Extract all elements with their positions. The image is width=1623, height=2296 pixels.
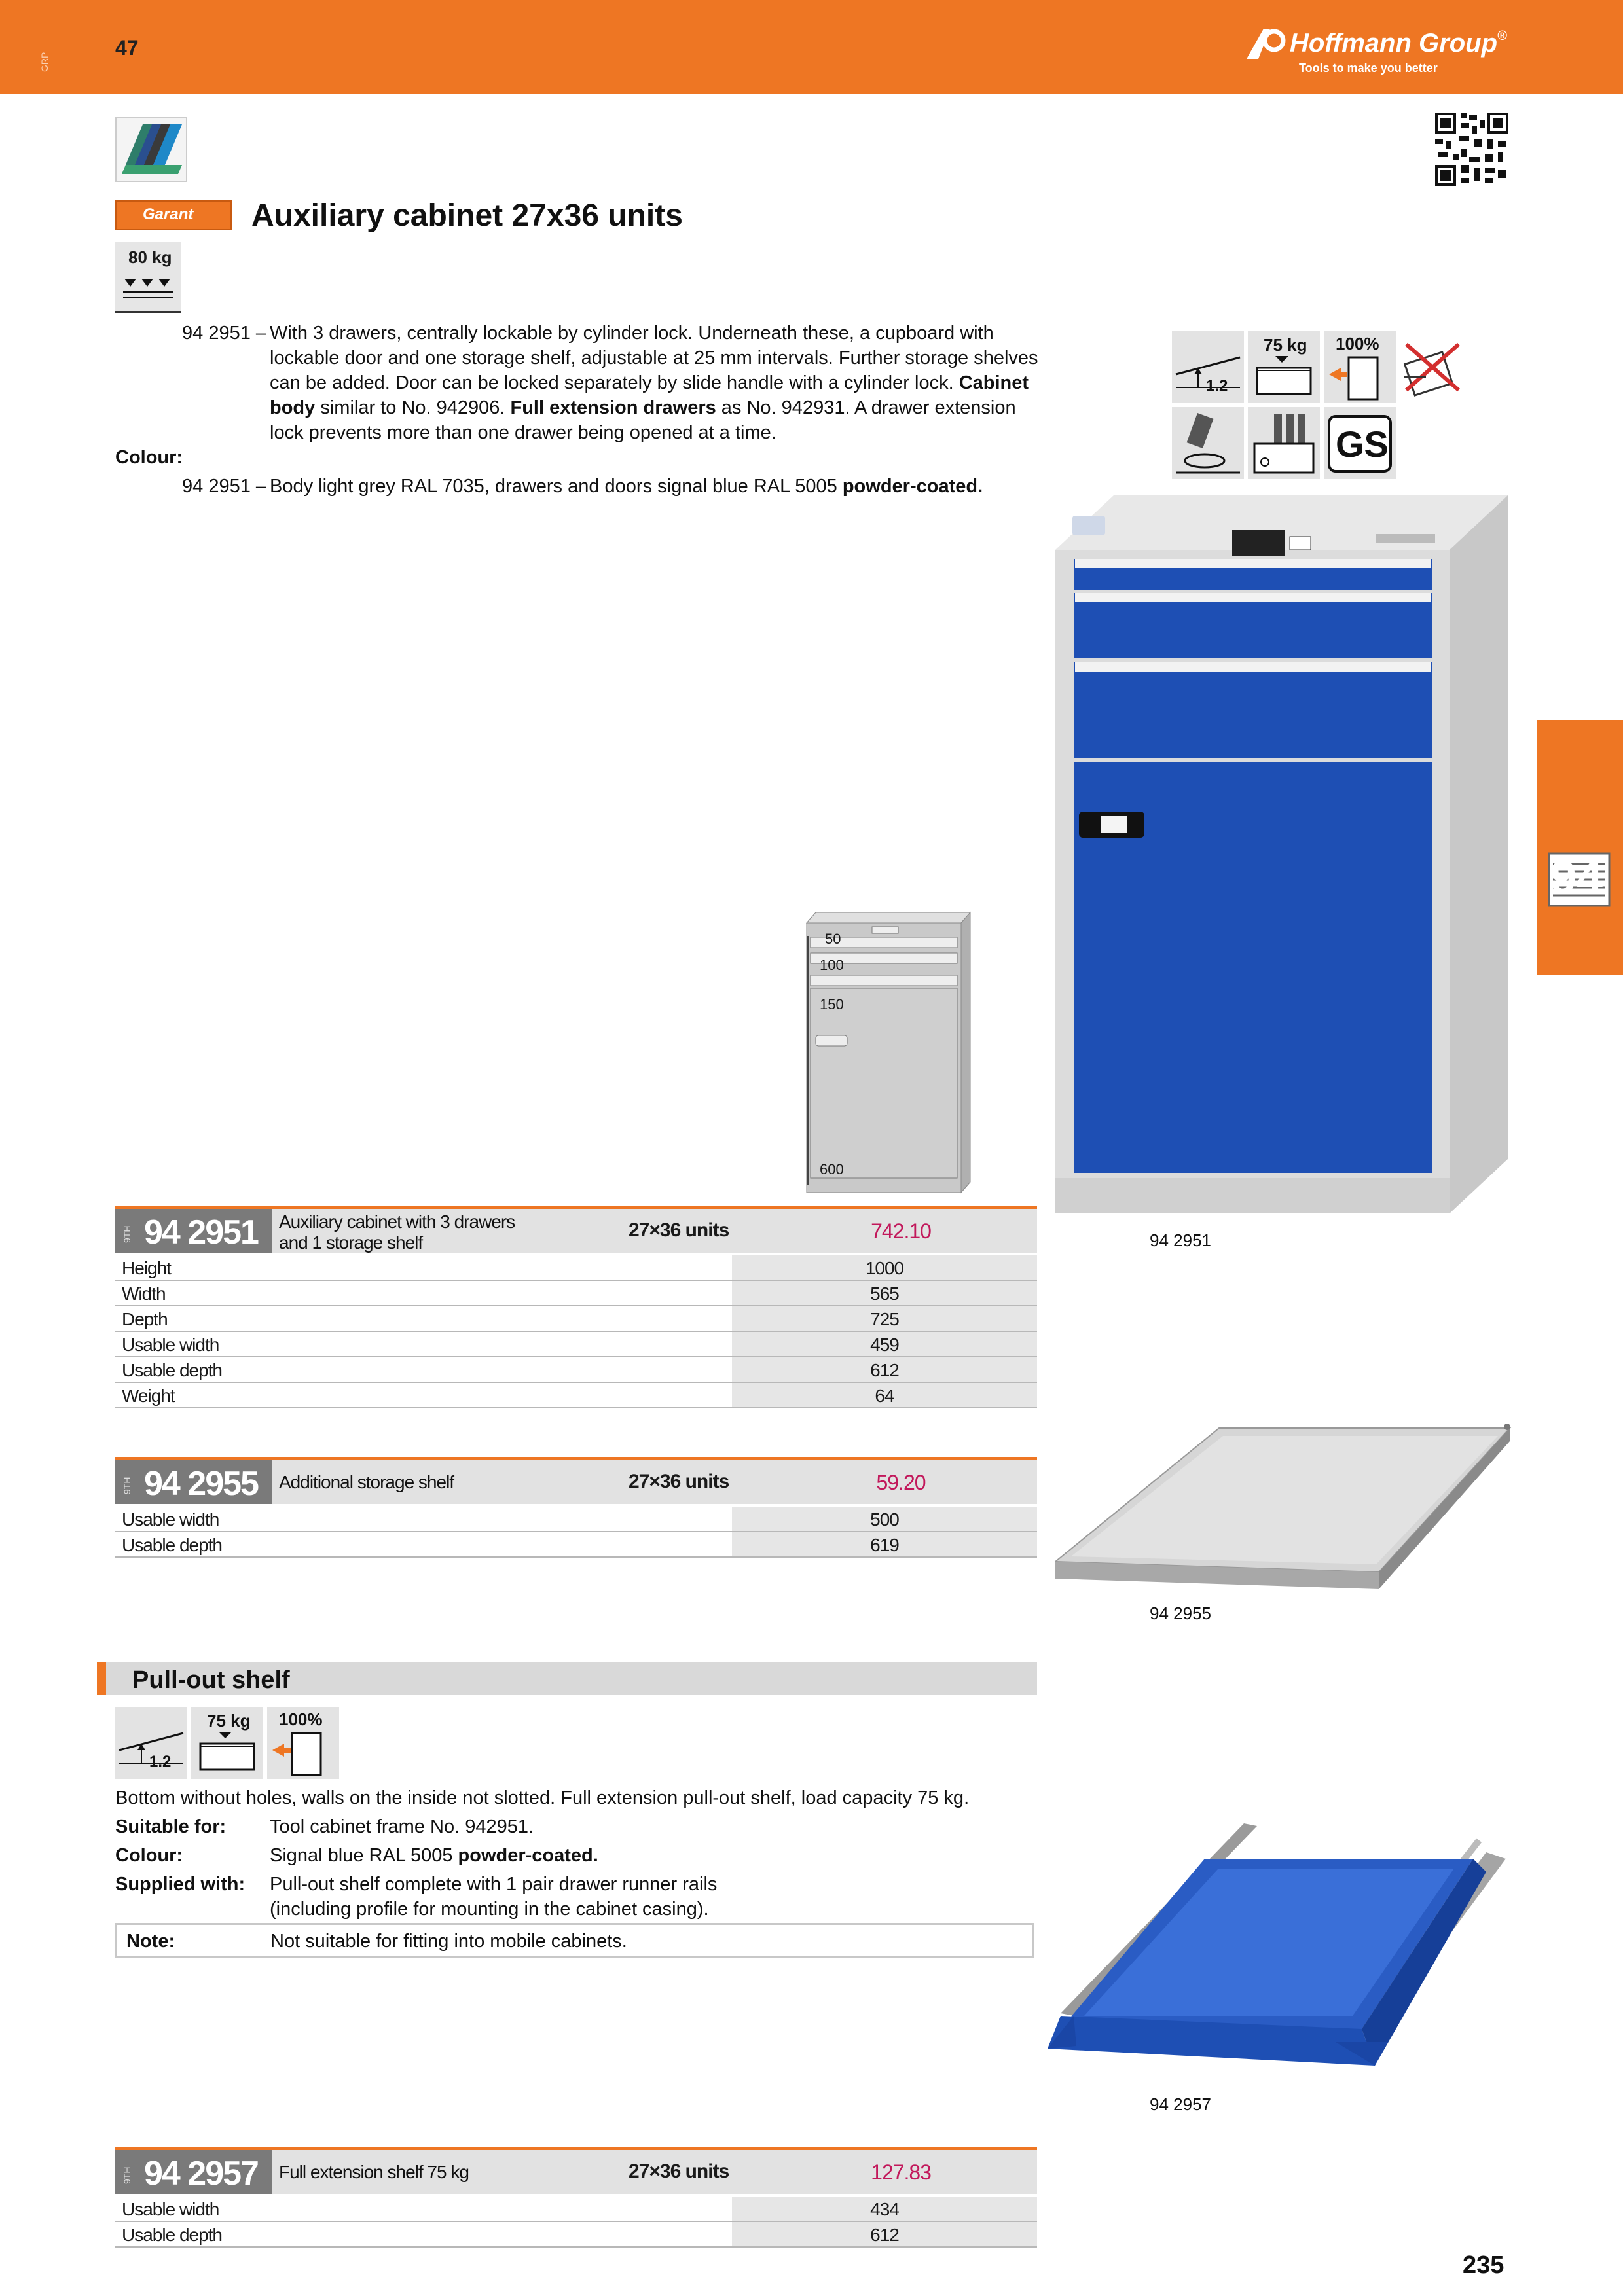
table-header	[115, 1457, 1037, 1504]
caption-shelf: 94 2955	[1150, 1604, 1211, 1623]
table-row: Depth 725	[115, 1306, 1037, 1332]
colour-swatch-image	[115, 117, 187, 182]
dim-label-150: 150	[820, 996, 844, 1013]
supplied-label: Supplied with:	[115, 1874, 246, 1895]
dim-label-50: 50	[825, 931, 841, 947]
note-text: Not suitable for fitting into mobile cabinets.	[270, 1931, 627, 1952]
table-row: Width 565	[115, 1281, 1037, 1306]
dim-label-600: 600	[820, 1161, 844, 1177]
central-lock-icon	[1172, 407, 1244, 479]
article-number: 94 2951	[144, 1213, 258, 1251]
no-tipping-icon	[1400, 331, 1472, 403]
hoffmann-logo-icon	[1244, 25, 1287, 62]
article-number: 94 2955	[144, 1465, 258, 1503]
extension-value: 1.2	[149, 1753, 172, 1770]
full-extension-icon	[267, 1707, 339, 1779]
load-capacity-icon	[191, 1707, 263, 1779]
article-price: 742.10	[871, 1219, 931, 1243]
colour-text: Signal blue RAL 5005 powder-coated.	[270, 1845, 598, 1866]
table-942957	[115, 2147, 1037, 2249]
full-extension-value: 100%	[279, 1710, 323, 1729]
header-page-ref: 47	[115, 36, 139, 60]
article-tag: 9TH	[122, 1225, 132, 1243]
logo-name: Hoffmann Group®	[1290, 29, 1507, 58]
full-extension-value: 100%	[1336, 334, 1379, 353]
article-units: 27×36 units	[629, 1471, 729, 1492]
caption-cabinet: 94 2951	[1150, 1230, 1211, 1250]
article-price: 127.83	[871, 2161, 931, 2184]
description-item-number: 94 2951 –	[182, 323, 267, 344]
colour-label: Colour:	[115, 1845, 183, 1866]
table-row: Usable depth 619	[115, 1532, 1037, 1558]
load-capacity-text: 80 kg	[128, 247, 172, 267]
table-row: Usable depth 612	[115, 2222, 1037, 2248]
article-id-box	[115, 1209, 272, 1253]
colour-item-number: 94 2951 –	[182, 476, 267, 497]
article-name: Additional storage shelf	[279, 1472, 454, 1492]
page-number: 235	[1463, 2251, 1504, 2279]
hoffmann-logo	[1244, 25, 1519, 77]
load-arrows-icon	[122, 274, 174, 306]
pullout-shelf-image	[1034, 1820, 1512, 2114]
svg-text:GS: GS	[1336, 423, 1389, 465]
table-row: Usable width 459	[115, 1332, 1037, 1357]
article-name: Auxiliary cabinet with 3 drawers and 1 storage shelf	[279, 1211, 515, 1253]
cabinet-dimension-diagram	[800, 910, 972, 1195]
article-number: 94 2957	[144, 2155, 258, 2193]
product-description: With 3 drawers, centrally lockable by cylinder lock. Underneath these, a cupboard with lockable door and one storage shelf, adjustable at 25 mm intervals. Further storage shelves can be added. Door can be locked separately by slide handle with a cylinder lock. Cabinet body similar to No. 942906. Full extension drawers as No. 942931. A drawer extension lock prevents more than one drawer being opened at a time.	[270, 323, 1038, 443]
load-capacity-icon	[1248, 331, 1320, 403]
table-header	[115, 1206, 1037, 1253]
table-row: Weight 64	[115, 1383, 1037, 1408]
table-row: Height 1000	[115, 1255, 1037, 1281]
qr-code[interactable]	[1435, 113, 1508, 186]
table-row: Usable width 434	[115, 2197, 1037, 2222]
suitable-label: Suitable for:	[115, 1816, 227, 1837]
article-units: 27×36 units	[629, 1219, 729, 1241]
full-extension-icon	[1324, 331, 1396, 403]
load-capacity-badge	[115, 242, 181, 313]
cabinet-product-image	[1055, 491, 1508, 1216]
logo-tagline: Tools to make you better	[1299, 62, 1438, 75]
caption-pullout: 94 2957	[1150, 2094, 1211, 2114]
article-units: 27×36 units	[629, 2161, 729, 2182]
supplied-text: Pull-out shelf complete with 1 pair drawer runner rails (including profile for mounting in the cabinet casing).	[270, 1874, 718, 1920]
gs-certification-icon	[1324, 407, 1396, 479]
section-title: Pull-out shelf	[132, 1666, 290, 1694]
suitable-text: Tool cabinet frame No. 942951.	[270, 1816, 534, 1837]
note-label: Note:	[126, 1931, 175, 1952]
article-id-box	[115, 2150, 272, 2194]
load-capacity-value: 75 kg	[207, 1711, 251, 1731]
colour-label: Colour:	[115, 447, 183, 468]
storage-shelf-image	[1055, 1418, 1514, 1614]
table-942951	[115, 1206, 1037, 1408]
garant-brand-logo: Garant	[115, 200, 232, 230]
article-id-box	[115, 1460, 272, 1504]
note-box	[115, 1923, 1034, 1958]
section-header	[97, 1662, 1037, 1695]
drawer-dividers-icon	[1248, 407, 1320, 479]
table-row: Usable depth 612	[115, 1357, 1037, 1383]
article-tag: 9TH	[122, 2166, 132, 2184]
table-row: Usable width 500	[115, 1507, 1037, 1532]
article-tag: 9TH	[122, 1477, 132, 1494]
article-name: Full extension shelf 75 kg	[279, 2162, 469, 2182]
header-side-label: GRP	[39, 52, 50, 72]
dim-label-100: 100	[820, 957, 844, 973]
extension-value: 1.2	[1206, 377, 1228, 395]
extension-icon	[115, 1707, 187, 1779]
colour-description: Body light grey RAL 7035, drawers and doors signal blue RAL 5005 powder-coated.	[270, 476, 983, 497]
page-title: Auxiliary cabinet 27x36 units	[251, 198, 683, 233]
chapter-tab[interactable]	[1537, 720, 1623, 975]
table-942955	[115, 1457, 1037, 1559]
article-price: 59.20	[876, 1471, 926, 1494]
pullout-intro: Bottom without holes, walls on the inside not slotted. Full extension pull-out shelf, load capacity 75 kg.	[115, 1787, 970, 1808]
load-capacity-value: 75 kg	[1264, 335, 1307, 355]
extension-icon	[1172, 331, 1244, 403]
chapter-number: 94	[1550, 852, 1603, 904]
table-header	[115, 2147, 1037, 2194]
